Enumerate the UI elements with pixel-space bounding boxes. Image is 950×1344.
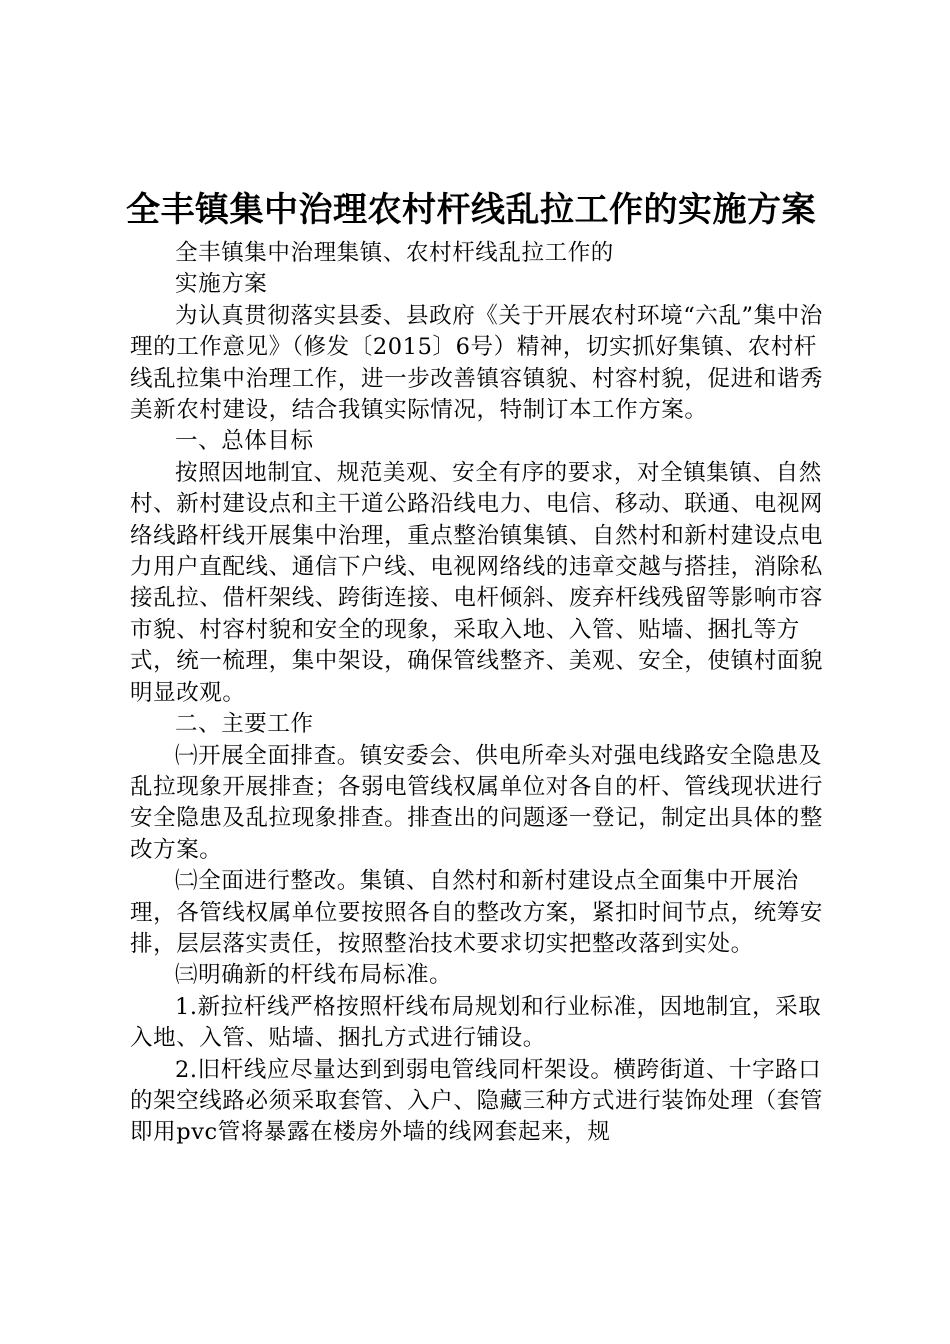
subtitle-line-1: 全丰镇集中治理集镇、农村杆线乱拉工作的 xyxy=(175,240,614,266)
subtitle-line-2: 实施方案 xyxy=(175,271,268,298)
standard-item-2: 2.旧杆线应尽量达到到弱电管线同杆架设。横跨街道、十字路口的架空线路必须采取套管、入户、隐藏三种方式进行装饰处理（套管即用pvc管将暴露在楼房外墙的线网套起来，规 xyxy=(130,1056,824,1146)
standard-item-1: 1.新拉杆线严格按照杆线布局规划和行业标准，因地制宜，采取入地、入管、贴墙、捆扎方式进行铺设。 xyxy=(130,993,822,1052)
section-heading-goals: 一、总体目标 xyxy=(175,428,314,455)
work-item-1: ㈠开展全面排查。镇安委会、供电所牵头对强电线路安全隐患及乱拉现象开展排查；各弱电管线权属单位对各自的杆、管线现状进行安全隐患及乱拉现象排查。排查出的问题逐一登记，制定出具体的整改方案。 xyxy=(130,742,824,863)
intro-paragraph: 为认真贯彻落实县委、县政府《关于开展农村环境“六乱”集中治理的工作意见》（修发〔2015〕6号）精神，切实抓好集镇、农村杆线乱拉集中治理工作，进一步改善镇容镇貌、村容村貌，促进和谐秀美新农村建设，结合我镇实际情况，特制订本工作方案。 xyxy=(130,302,824,424)
section-heading-main-work: 二、主要工作 xyxy=(175,711,314,738)
document-title: 全丰镇集中治理农村杆线乱拉工作的实施方案 xyxy=(126,190,816,230)
work-item-2: ㈡全面进行整改。集镇、自然村和新村建设点全面集中开展治理，各管线权属单位要按照各自的整改方案，紧扣时间节点，统筹安排，层层落实责任，按照整治技术要求切实把整改落到实处。 xyxy=(130,868,824,957)
goals-paragraph: 按照因地制宜、规范美观、安全有序的要求，对全镇集镇、自然村、新村建设点和主干道公路沿线电力、电信、移动、联通、电视网络线路杆线开展集中治理，重点整治镇集镇、自然村和新村建设点电力用户直配线、通信下户线、电视网络线的违章交越与搭挂，消除私接乱拉、借杆架线、跨街连接、电杆倾斜、废弃杆线残留等影响市容市貌、村容村貌和安全的现象，采取入地、入管、贴墙、捆扎等方式，统一梳理，集中架设，确保管线整齐、美观、安全，使镇村面貌明显改观。 xyxy=(130,459,824,706)
work-item-3: ㈢明确新的杆线布局标准。 xyxy=(175,962,453,989)
document-body xyxy=(130,238,830,1149)
